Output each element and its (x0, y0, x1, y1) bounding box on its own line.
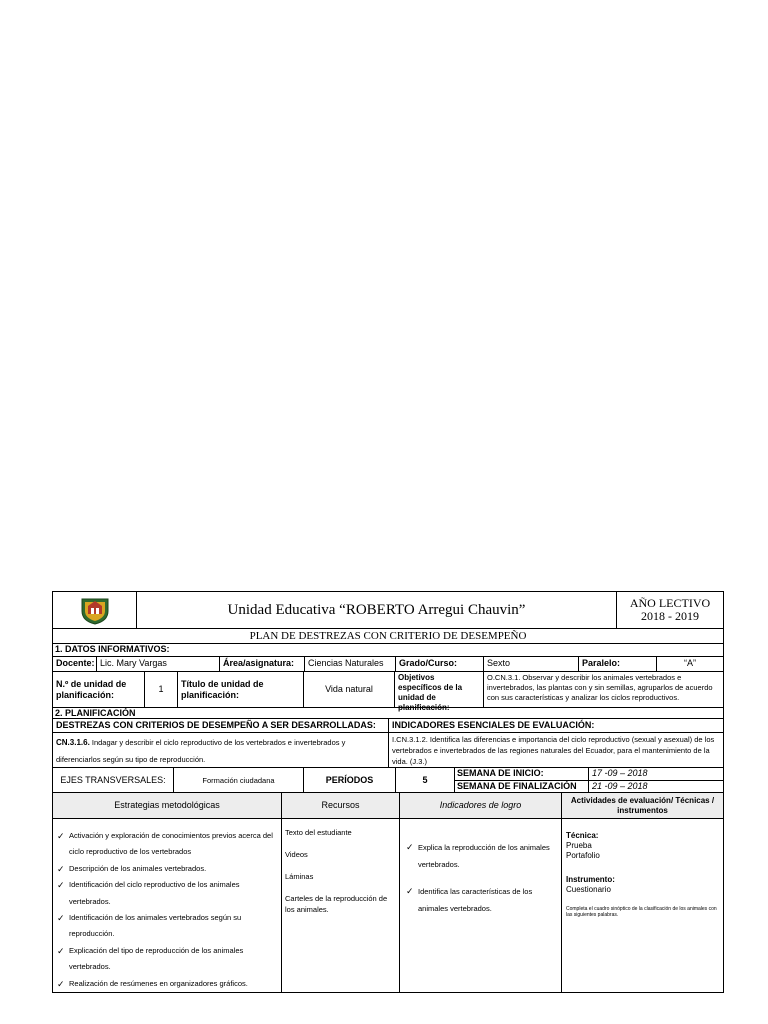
destreza-cell (53, 733, 389, 767)
paralelo-value: “A” (684, 658, 696, 668)
list-item: ✓ Realización de resúmenes en organizadores gráficos. (55, 976, 277, 992)
header-row (53, 592, 723, 629)
ejes-row (53, 768, 723, 793)
list-item: ✓ Identifica las características de los animales vertebrados. (404, 883, 557, 917)
semana-labels (455, 768, 589, 792)
unidad-label: N.º de unidad de planificación: (53, 672, 145, 707)
inicio-label: SEMANA DE INICIO: (455, 768, 588, 781)
school-crest-icon (79, 595, 111, 625)
checkmark-icon: ✓ (57, 945, 65, 956)
unidad-value: 1 (145, 672, 178, 707)
list-item: Videos (285, 850, 308, 859)
list-item: ✓ Identificación del ciclo reproductivo de los animales vertebrados. (55, 877, 277, 910)
tecnica-value: Prueba (566, 841, 592, 850)
col-indicadores-logro: Indicadores de logro (400, 793, 562, 818)
area-value: Ciencias Naturales (305, 657, 396, 671)
list-item: ✓ Explicación del tipo de reproducción de los animales vertebrados. (55, 943, 277, 976)
objetivos-value: O.CN.3.1. Observar y describir los animales vertebrados e invertebrados, las plantas con y sin semillas, agruparlos de acuerdo con sus características y analizar los ciclos reproductivos. (487, 673, 713, 702)
logros-list (404, 839, 557, 917)
destreza-code: CN.3.1.6. (56, 738, 90, 747)
list-item: Láminas (285, 872, 314, 881)
instrumento-value: Cuestionario (566, 885, 611, 894)
list-item: Carteles de la reproducción de los animales. (285, 894, 388, 914)
docente-label: Docente: (53, 657, 97, 671)
school-year-cell (617, 592, 723, 628)
list-item: ✓ Activación y exploración de conocimientos previos acerca del ciclo reproductivo de los vertebrados (55, 828, 277, 861)
planning-body-row (53, 819, 723, 992)
competencies-header-row (53, 719, 723, 733)
periodos-value: 5 (396, 768, 455, 792)
year-label: AÑO LECTIVO (629, 596, 711, 610)
checkmark-icon: ✓ (57, 913, 65, 924)
year-value: 2018 - 2019 (641, 609, 699, 623)
checkmark-icon: ✓ (406, 842, 414, 852)
grado-label: Grado/Curso: (396, 657, 484, 671)
col-estrategias: Estrategias metodológicas (53, 793, 282, 818)
unidad-row (53, 672, 723, 712)
area-label: Área/asignatura: (220, 657, 305, 671)
estrategias-list (55, 828, 277, 992)
evaluacion-note: Completa el cuadro sinóptico de la clasificación de los animales con las siguientes palabras. (566, 906, 717, 918)
titulo-value: Vida natural (304, 672, 395, 707)
docente-row (53, 657, 723, 672)
col-actividades: Actividades de evaluación/ Técnicas / instrumentos (570, 795, 715, 815)
columns-header-row (53, 793, 723, 819)
estrategias-cell (53, 819, 282, 992)
ejes-label: EJES TRANSVERSALES: (53, 768, 174, 792)
objetivos-label: Objetivos específicos de la unidad de planificación: (395, 672, 484, 707)
periodos-label: PERÍODOS (304, 768, 396, 792)
checkmark-icon: ✓ (57, 880, 65, 891)
paralelo-label: Paralelo: (579, 657, 657, 671)
logros-cell (400, 819, 562, 992)
tecnica-value: Portafolio (566, 851, 600, 860)
plan-title: PLAN DE DESTREZAS CON CRITERIO DE DESEMPEÑO (53, 629, 723, 644)
grado-value: Sexto (484, 657, 579, 671)
checkmark-icon: ✓ (57, 831, 65, 841)
list-item: Texto del estudiante (285, 828, 352, 837)
list-item: ✓ Explica la reproducción de los animales vertebrados. (404, 839, 557, 873)
destrezas-header: DESTREZAS CON CRITERIOS DE DESEMPEÑO A SER DESARROLLADAS: (53, 719, 389, 732)
evaluacion-cell (562, 819, 723, 992)
recursos-cell (282, 819, 400, 992)
school-name: Unidad Educativa “ROBERTO Arregui Chauvin” (137, 592, 617, 628)
col-recursos: Recursos (282, 793, 400, 818)
competencies-content-row (53, 733, 723, 768)
fin-value: 21 -09 – 2018 (592, 781, 648, 791)
fin-label: SEMANA DE FINALIZACIÓN (457, 781, 577, 791)
ejes-value: Formación ciudadana (174, 768, 304, 792)
planning-document (52, 591, 724, 993)
inicio-value: 17 -09 – 2018 (589, 768, 723, 781)
tecnica-label: Técnica: (566, 831, 599, 840)
section1-title: 1. DATOS INFORMATIVOS: (53, 644, 723, 657)
indicadores-header: INDICADORES ESENCIALES DE EVALUACIÓN: (392, 720, 595, 730)
indicador-text: I.CN.3.1.2. Identifica las diferencias e importancia del ciclo reproductivo (sexual y asexual) de los vertebrados e invertebrados de las regiones naturales del Ecuador, para el mantenimiento de la vida. (J.3.) (392, 735, 715, 766)
instrumento-label: Instrumento: (566, 875, 615, 884)
semana-values (589, 768, 723, 792)
checkmark-icon: ✓ (57, 978, 65, 989)
docente-value: Lic. Mary Vargas (97, 657, 220, 671)
logo-cell (53, 592, 137, 628)
checkmark-icon: ✓ (57, 863, 65, 874)
destreza-text: Indagar y describir el ciclo reproductivo de los vertebrados e invertebrados y diferenciarlos según su tipo de reproducción. (56, 738, 346, 764)
titulo-label: Título de unidad de planificación: (178, 672, 304, 707)
list-item: ✓ Descripción de los animales vertebrados. (55, 861, 277, 877)
section2-title: 2. PLANIFICACIÓN (53, 708, 723, 719)
list-item: ✓ Identificación de los animales vertebrados según su reproducción. (55, 910, 277, 943)
checkmark-icon: ✓ (406, 886, 414, 896)
